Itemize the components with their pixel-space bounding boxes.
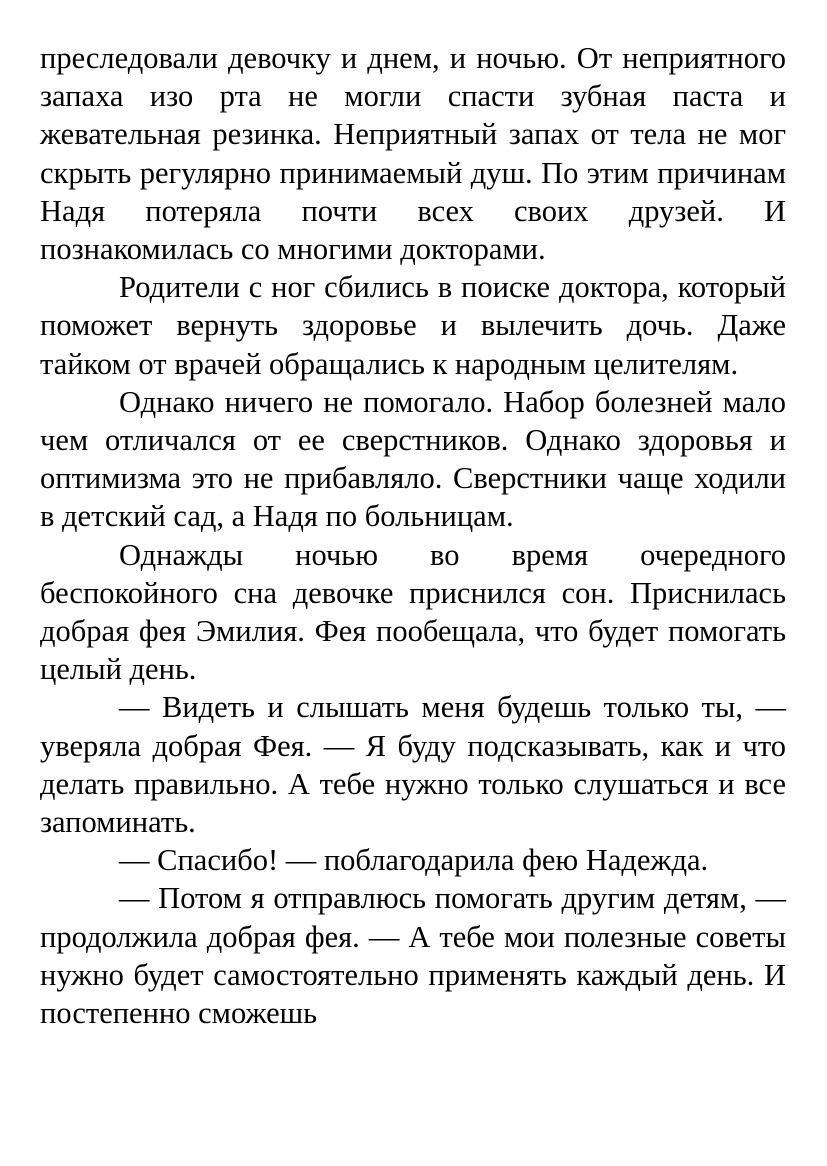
document-page — [40, 39, 786, 1032]
paragraph-3: Однако ничего не помогало. Набор болезней мало чем отличался от ее сверстников. Однако здоровья и оптимизма это не прибавляло. Сверстники чаще ходили в детский сад, а Надя по больницам. — [40, 384, 786, 534]
paragraph-2: Родители с ног сбились в поиске доктора, который поможет вернуть здоровье и вылечить дочь. Даже тайком от врачей обращались к народным целителям. — [40, 270, 786, 381]
dialogue-fairy-2: — Потом я отправлюсь помогать другим детям, — продолжила добрая фея. — А тебе мои полезные советы нужно будет самостоятельно применять каждый день. И постепенно сможешь — [40, 881, 786, 1031]
dialogue-nadezhda: — Спасибо! — поблагодарила фею Надежда. — [119, 843, 709, 878]
paragraph-1: преследовали девочку и днем, и ночью. От неприятного запаха изо рта не могли спасти зубная паста и жевательная резинка. Неприятный запах от тела не мог скрыть регулярно принимаемый душ. По этим причинам Надя потеряла почти всех своих друзей. И познакомилась со многими докторами. — [40, 41, 786, 267]
paragraph-4: Однажды ночью во время очередного беспокойного сна девочке приснился сон. Приснилась добрая фея Эмилия. Фея пообещала, что будет помогать целый день. — [40, 537, 786, 687]
dialogue-fairy-1: — Видеть и слышать меня будешь только ты, — уверяла добрая Фея. — Я буду подсказывать, как и что делать правильно. А тебе нужно только слушаться и все запоминать. — [40, 690, 786, 840]
